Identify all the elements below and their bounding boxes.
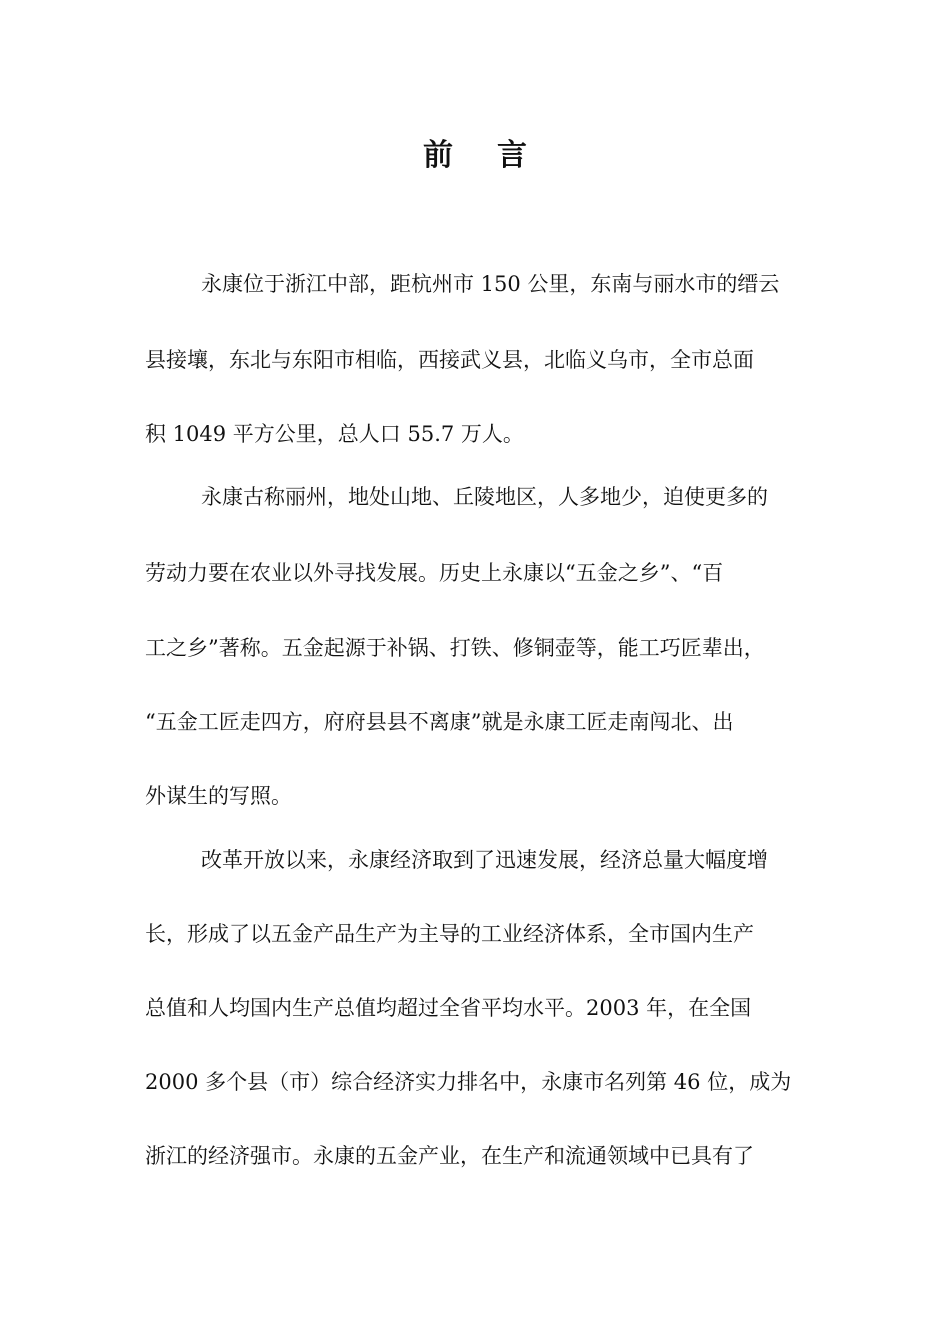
paragraph-2-line-3: 工之乡”著称。五金起源于补锅、打铁、修铜壶等，能工巧匠辈出， — [145, 636, 765, 660]
title-char-1: 前 — [423, 138, 453, 173]
paragraph-1-line-3: 积 1049 平方公里，总人口 55.7 万人。 — [145, 422, 524, 446]
paragraph-3-line-2: 长，形成了以五金产品生产为主导的工业经济体系，全市国内生产 — [145, 922, 754, 946]
paragraph-3-line-4: 2000 多个县（市）综合经济实力排名中，永康市名列第 46 位，成为 — [145, 1070, 792, 1094]
paragraph-2-line-1: 永康古称丽州，地处山地、丘陵地区，人多地少，迫使更多的 — [201, 485, 768, 509]
paragraph-2-line-2: 劳动力要在农业以外寻找发展。历史上永康以“五金之乡”、“百 — [145, 561, 724, 585]
paragraph-1-line-2: 县接壤，东北与东阳市相临，西接武义县，北临义乌市，全市总面 — [145, 348, 754, 372]
paragraph-2-line-4: “五金工匠走四方，府府县县不离康”就是永康工匠走南闯北、出 — [145, 710, 734, 734]
paragraph-1-line-1: 永康位于浙江中部，距杭州市 150 公里，东南与丽水市的缙云 — [201, 272, 780, 296]
paragraph-2-line-5: 外谋生的写照。 — [145, 784, 292, 808]
page-title — [0, 130, 950, 174]
paragraph-3-line-5: 浙江的经济强市。永康的五金产业，在生产和流通领域中已具有了 — [145, 1144, 754, 1168]
paragraph-3-line-1: 改革开放以来，永康经济取到了迅速发展，经济总量大幅度增 — [201, 848, 768, 872]
paragraph-3-line-3: 总值和人均国内生产总值均超过全省平均水平。2003 年，在全国 — [145, 996, 752, 1020]
title-char-2: 言 — [497, 138, 527, 173]
